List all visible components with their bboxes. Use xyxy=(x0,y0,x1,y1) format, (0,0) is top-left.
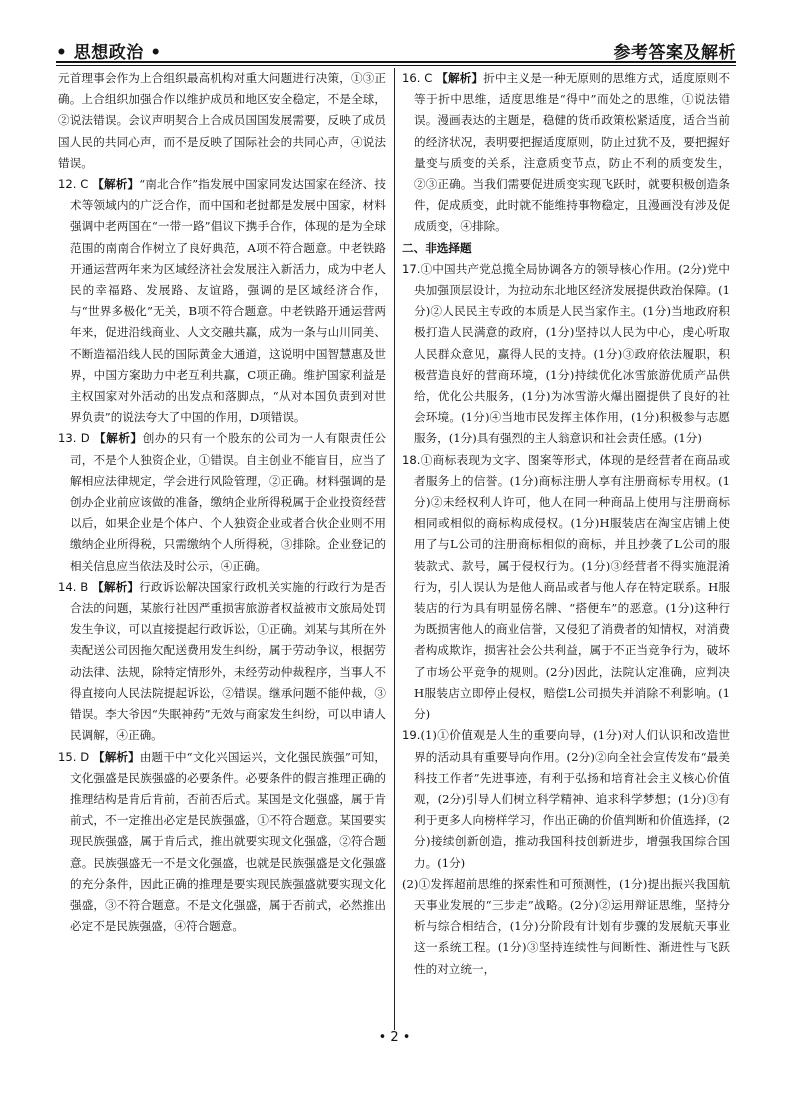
left-column xyxy=(58,68,386,937)
answer-12 xyxy=(58,174,386,428)
section-title: 参考答案及解析 xyxy=(613,43,736,63)
answer-17 xyxy=(402,259,730,450)
page-header xyxy=(56,32,736,64)
answer-text: ①中国共产党总揽全局协调各方的领导核心作用。(2分)党中央加强顶层设计，为拉动东北地区经济发展提供政治保障。(1分)②人民民主专政的本质是人民当家作主。(1分)当地政府积极打造人民满意的政府，(1分)坚持以人民为中心，虔心听取人民群众意见，赢得人民的支持。(1分)③政府依法履职，积极营造良好的营商环境，(1分)持续优化冰雪旅游优质产品供给，优化公共服务，(1分)为冰雪游火爆出圈提供了良好的社会环境。(1分)④当地市民发挥主体作用，(1分)积极参与志愿服务，(1分)具有强烈的主人翁意识和社会责任感。(1分) xyxy=(414,261,730,446)
answer-text: (1)①价值观是人生的重要向导，(1分)对人们认识和改造世界的活动具有重要导向作用。(2分)②向全社会宣传发布“最美科技工作者”先进事迹，有利于弘扬和培育社会主义核心价值观，(2分)引导人们树立科学精神、追求科学梦想；(1分)③有利于更多人向榜样学习，作出正确的价值判断和价值选择，(2分)接续创新创造，推动我国科技创新进步，增强我国综合国力。(1分) xyxy=(414,728,730,870)
answer-text: ①商标表现为文字、图案等形式，体现的是经营者在商品或者服务上的信誉。(1分)商标注册人享有注册商标专用权。(1分)②未经权利人许可，他人在同一种商品上使用与注册商标相同或相似的商标构成侵权。(1分)H服装店在淘宝店铺上使用了与L公司的注册商标相似的商标，并且抄袭了L公司的服装款式、款号，属于侵权行为。(1分)③经营者不得实施混淆行为，引人误认为是他人商品或者与他人存在特定联系。H服装店的行为具有明显傍名牌、“搭便车”的恶意。(1分)这种行为既损害他人的商业信誉，又侵犯了消费者的知情权，对消费者构成欺诈，损害社会公共利益，属于不正当竞争行为，破坏了市场公平竞争的规则。(2分)因此，法院认定准确，应判决H服装店立即停止侵权，赔偿L公司损失并消除不利影响。(1分) xyxy=(414,452,730,722)
answer-18 xyxy=(402,450,730,726)
answer-16 xyxy=(402,68,730,238)
answer-number: 13. D xyxy=(58,431,90,446)
answer-text: 折中主义是一种无原则的思维方式，适度原则不等于折中思维，适度思维是“得中”而处之的思维，①说法错误。漫画表达的主题是，稳健的货币政策松紧适度，适合当前的经济状况，表明要把握适度原则，防止过犹不及，要把握好量变与质变的关系，注意质变节点，防止不利的质变发生，②③正确。当我们需要促进质变实现飞跃时，就要积极创造条件，促成质变，此时就不能维持事物稳定，且漫画没有涉及促成质变，④排除。 xyxy=(414,71,730,234)
answer-number: 17. xyxy=(402,261,421,276)
answer-number: 15. D xyxy=(58,749,90,764)
analysis-tag: 【解析】 xyxy=(436,71,484,85)
answer-text: “南北合作”指发展中国家同发达国家在经济、技术等领域内的广泛合作，而中国和老挝都是发展中国家，材料强调中老两国在“一带一路”倡议下携手合作，体现的是为全球范围的南南合作树立了良好典范，A项不符合题意。中老铁路开通运营两年来为区域经济社会发展注入新活力，成为中老人民的幸福路、发展路、友谊路，强调的是区域经济合作，与“世界多极化”无关，B项不符合题意。中老铁路开通运营两年来，促进沿线商业、人文交融共赢，成为一条与山川同美、不断造福沿线人民的国际黄金大通道，这说明中国智慧惠及世界，中国方案助力中老互利共赢，C项正确。维护国家利益是主权国家对外活动的出发点和落脚点，“从对本国负责到对世界负责”的说法夸大了中国的作用，D项错误。 xyxy=(70,177,387,425)
answer-text: 由题干中“文化兴国运兴，文化强民族强”可知，文化强盛是民族强盛的必要条件。必要条件的假言推理正确的推理结构是肯后肯前，否前否后式。某国是文化强盛，属于肯前式，不一定推出必定是民族强盛，①不符合题意。某国要实现民族强盛，属于肯后式，推出就要实现文化强盛，②符合题意。民族强盛无一不是文化强盛，也就是民族强盛是文化强盛的充分条件，因此正确的推理是要实现民族强盛就要实现文化强盛，③不符合题意。不是文化强盛，属于否前式，必然推出必定不是民族强盛，④符合题意。 xyxy=(70,749,386,934)
answer-13 xyxy=(58,428,386,576)
page-number: • 2 • xyxy=(378,1030,411,1045)
answer-11-continued: 元首理事会作为上合组织最高机构对重大问题进行决策，①③正确。上合组织加强合作以维护成员和地区安全稳定，不是全球，②说法错误。会议声明契合上合成员国国发展需要，反映了成员国人民的共同心声，而不是反映了国际社会的共同心声，④说法错误。 xyxy=(58,71,386,170)
answer-19-part-2 xyxy=(402,874,730,980)
right-column xyxy=(402,68,730,980)
analysis-tag: 【解析】 xyxy=(93,431,143,446)
header-rule-thin xyxy=(56,65,736,66)
analysis-tag: 【解析】 xyxy=(92,177,140,192)
answer-text: 创办的只有一个股东的公司为一人有限责任公司，不是个人独资企业，①错误。自主创业不能盲目，应当了解相应法律规定，学会进行风险管理，②正确。材料强调的是创办企业前应该做的准备，缴纳企业所得税属于企业投资经营以后，如果企业是个体户、个人独资企业或者合伙企业则不用缴纳企业所得税，只需缴纳个人所得税，③排除。企业登记的相关信息应当依法及时公示，④正确。 xyxy=(70,431,386,573)
answer-15 xyxy=(58,747,386,938)
answer-19-part-1 xyxy=(402,725,730,873)
header-rule xyxy=(56,61,736,63)
answer-text: (2)①发挥超前思维的探索性和可预测性，(1分)提出振兴我国航天事业发展的“三步走”战略。(2分)②运用辩证思维，坚持分析与综合相结合，(1分)分阶段有计划有步骤的发展航天事业这一系统工程。(1分)③坚持连续性与间断性、渐进性与飞跃性的对立统一， xyxy=(402,876,730,976)
answer-number: 14. B xyxy=(58,579,89,594)
column-divider xyxy=(394,68,395,1030)
answer-number: 18. xyxy=(402,452,421,467)
answer-text: 行政诉讼解决国家行政机关实施的行政行为是否合法的问题，某旅行社因严重损害旅游者权益被市文旅局处罚发生争议，可以直接提起行政诉讼，①正确。刘某与其所在外卖配送公司因拖欠配送费用发生纠纷，属于劳动争议，根据劳动法律、法规，除特定情形外，未经劳动仲裁程序，当事人不得直接向人民法院提起诉讼，②错误。继承问题不能仲裁，③错误。李大爷因“失眠神药”无效与商家发生纠纷，可以申请人民调解，④正确。 xyxy=(70,579,386,743)
analysis-tag: 【解析】 xyxy=(92,579,140,594)
answer-number: 16. C xyxy=(402,71,433,85)
answer-14 xyxy=(58,577,386,747)
subject-label: • 思想政治 • xyxy=(56,43,162,63)
answer-number: 19. xyxy=(402,728,421,743)
section-heading: 二、非选择题 xyxy=(402,240,472,255)
analysis-tag: 【解析】 xyxy=(92,749,140,764)
answer-number: 12. C xyxy=(58,177,89,192)
